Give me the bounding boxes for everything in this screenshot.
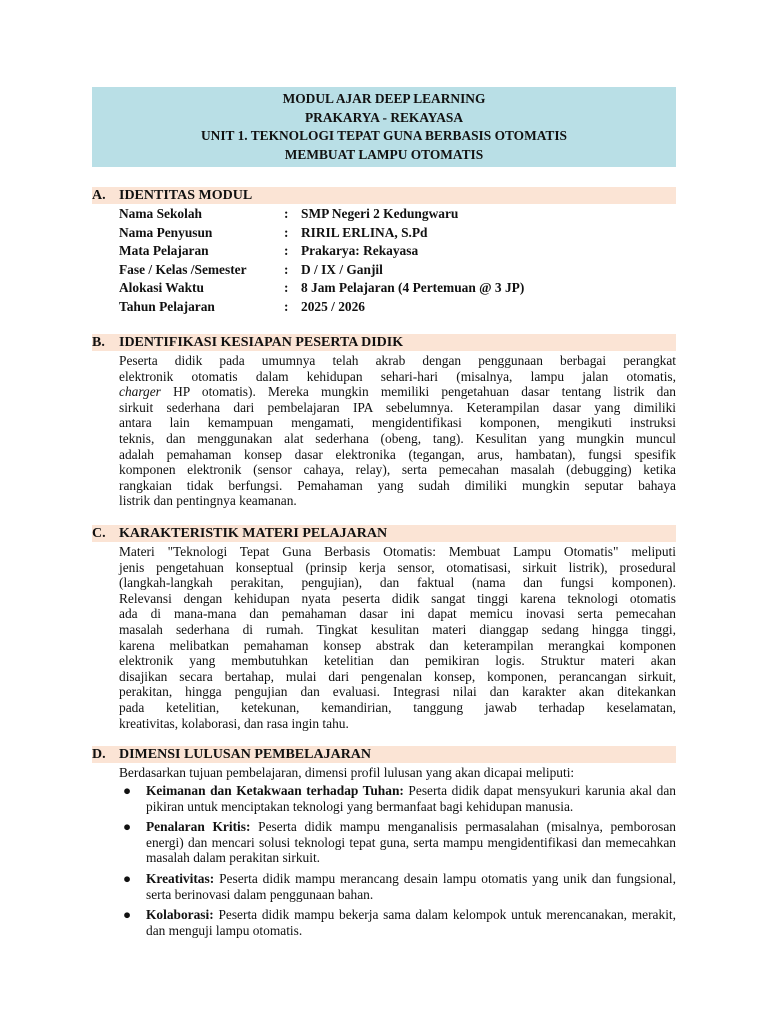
identity-value: D / IX / Ganjil [301, 261, 383, 277]
paragraph-line: perakitan, hingga pengujian dan evaluasi. Integrasi nilai dan karakter akan ditekankan [119, 684, 676, 700]
paragraph-line: listrik dan pentingnya keamanan. [119, 493, 297, 509]
identity-label: Nama Sekolah [119, 206, 202, 221]
paragraph-line: ada di mana-mana dan pemahaman dasar ini dapat memicu inovasi serta pemecahan [119, 606, 676, 622]
item-term: Keimanan dan Ketakwaan terhadap Tuhan: [146, 783, 404, 798]
section-b-heading [92, 334, 676, 351]
identity-label: Nama Penyusun [119, 224, 213, 240]
bullet-icon: ● [123, 907, 132, 923]
identity-label: Mata Pelajaran [119, 243, 209, 259]
section-b-paragraph [119, 353, 676, 509]
section-b-title: IDENTIFIKASI KESIAPAN PESERTA DIDIK [119, 335, 404, 350]
identity-label: Alokasi Waktu [119, 280, 204, 296]
section-b-letter: B. [92, 335, 105, 350]
identity-value: 8 Jam Pelajaran (4 Pertemuan @ 3 JP) [301, 280, 525, 296]
section-d-letter: D. [92, 747, 106, 762]
identity-row-school [119, 205, 676, 224]
paragraph-line: kreativitas, kolaborasi, dan rasa ingin tahu. [119, 715, 349, 731]
paragraph-line: Berdasarkan tujuan pembelajaran, dimensi profil lulusan yang akan dicapai meliputi: [119, 765, 575, 780]
list-item [119, 783, 676, 814]
list-item [119, 907, 676, 938]
paragraph-line: rangkaian tidak berfungsi. Pemahaman yang sudah dimiliki mungkin seputar bahaya [119, 477, 676, 493]
profile-dimension-list [119, 783, 676, 943]
identity-colon: : [284, 261, 289, 277]
section-a-heading [92, 187, 676, 204]
paragraph-line: (langkah-langkah perakitan, pengujian), dan faktual (nama dan fungsi komponen). [119, 575, 676, 591]
module-identity-table [119, 205, 676, 317]
paragraph-line: antara lain kemampuan mengamati, mengidentifikasi komponen, mengikuti instruksi [119, 415, 676, 431]
bullet-icon: ● [123, 819, 132, 835]
paragraph-line: adalah pemahaman konsep dasar elektronika (tegangan, arus, hambatan), fungsi spesifik [119, 446, 676, 462]
paragraph-line: elektronik yang membutuhkan ketelitian dan pemikiran logis. Struktur materi akan [119, 653, 676, 669]
title-line-4: MEMBUAT LAMPU OTOMATIS [284, 146, 484, 162]
item-text: Peserta didik mampu bekerja sama dalam kelompok untuk merencanakan, merakit, dan menguji lampu otomatis. [146, 907, 676, 938]
identity-label: Tahun Pelajaran [119, 298, 215, 314]
title-line-3: UNIT 1. TEKNOLOGI TEPAT GUNA BERBASIS OTOMATIS [201, 128, 567, 143]
paragraph-line: disajikan secara bertahap, mulai dari pengenalan konsep, komponen, perancangan sirkuit, [119, 668, 676, 684]
section-c-letter: C. [92, 526, 106, 541]
identity-colon: : [284, 280, 289, 296]
title-line-1: MODUL AJAR DEEP LEARNING [282, 91, 486, 106]
identity-value: Prakarya: Rekayasa [301, 243, 419, 259]
identity-colon: : [284, 224, 289, 240]
identity-value: SMP Negeri 2 Kedungwaru [301, 206, 459, 221]
list-item [119, 819, 676, 866]
title-line-2: PRAKARYA - REKAYASA [304, 109, 464, 125]
paragraph-line: komponen elektronik (sensor cahaya, relay), serta pemecahan masalah (debugging) ketika [119, 462, 676, 478]
section-d-intro [119, 765, 676, 781]
paragraph-line: masalah sederhana di rumah. Tingkat kesulitan materi dianggap sedang hingga tinggi, [119, 621, 676, 637]
identity-colon: : [284, 206, 289, 221]
section-a-title: IDENTITAS MODUL [119, 188, 253, 203]
identity-row-time [119, 279, 676, 298]
identity-colon: : [284, 243, 289, 259]
item-term: Penalaran Kritis: [146, 819, 251, 835]
identity-colon: : [284, 298, 289, 314]
paragraph-line: Relevansi dengan kehidupan nyata peserta didik sangat tinggi karena teknologi otomatis [119, 590, 676, 606]
section-c-title: KARAKTERISTIK MATERI PELAJARAN [119, 526, 388, 541]
paragraph-line: teknis, dan menggunakan alat sederhana (obeng, tang). Kesulitan yang mungkin muncul [119, 430, 676, 446]
identity-row-year [119, 298, 676, 317]
paragraph-line: charger HP otomatis). Mereka mungkin memiliki pengetahuan dasar tentang listrik dan [119, 384, 676, 400]
bullet-icon: ● [123, 783, 132, 798]
identity-row-phase [119, 261, 676, 280]
section-d-title: DIMENSI LULUSAN PEMBELAJARAN [119, 747, 372, 762]
bullet-icon: ● [123, 870, 132, 886]
section-a-letter: A. [92, 188, 106, 203]
paragraph-line: elektronik otomatis dalam kehidupan sehari-hari (misalnya, lampu jalan otomatis, [119, 368, 676, 384]
paragraph-line: jenis pengetahuan konseptual (prinsip kerja sensor, otomatisasi, sirkuit listrik), prosedural [119, 559, 676, 575]
identity-value: RIRIL ERLINA, S.Pd [301, 224, 428, 240]
identity-label: Fase / Kelas /Semester [119, 261, 247, 277]
paragraph-line: Materi "Teknologi Tepat Guna Berbasis Otomatis: Membuat Lampu Otomatis" meliputi [119, 544, 676, 559]
item-text: Peserta didik mampu merancang desain lampu otomatis yang unik dan fungsional, serta berinovasi dalam penggunaan bahan. [146, 870, 676, 902]
list-item [119, 871, 676, 902]
item-text: Peserta didik mampu menganalisis permasalahan (misalnya, pemborosan energi) dan mencari solusi teknologi tepat guna, serta mampu mengidentifikasi dan memecahkan masalah dalam perakitan sirkuit. [146, 819, 676, 866]
identity-value: 2025 / 2026 [301, 298, 365, 314]
item-text: Peserta didik dapat mensyukuri karunia akal dan pikiran untuk menciptakan teknologi yang bermanfaat bagi kehidupan manusia. [146, 783, 676, 814]
module-title-banner [92, 87, 676, 167]
paragraph-line: pada ketelitian, ketekunan, kemandirian, tanggung jawab terhadap keselamatan, [119, 699, 676, 715]
paragraph-line: karena melibatkan pemahaman konsep abstrak dan keterampilan merangkai komponen [119, 637, 676, 653]
paragraph-line: sirkuit sederhana dari pembelajaran IPA sebelumnya. Keterampilan dasar yang dimiliki [119, 399, 676, 415]
identity-row-subject [119, 242, 676, 261]
section-c-paragraph [119, 544, 676, 731]
item-term: Kolaborasi: [146, 907, 214, 923]
section-d-heading [92, 746, 676, 763]
identity-row-author [119, 224, 676, 243]
item-term: Kreativitas: [146, 870, 215, 886]
paragraph-line: Peserta didik pada umumnya telah akrab dengan penggunaan berbagai perangkat [119, 353, 676, 368]
section-c-heading [92, 525, 676, 542]
